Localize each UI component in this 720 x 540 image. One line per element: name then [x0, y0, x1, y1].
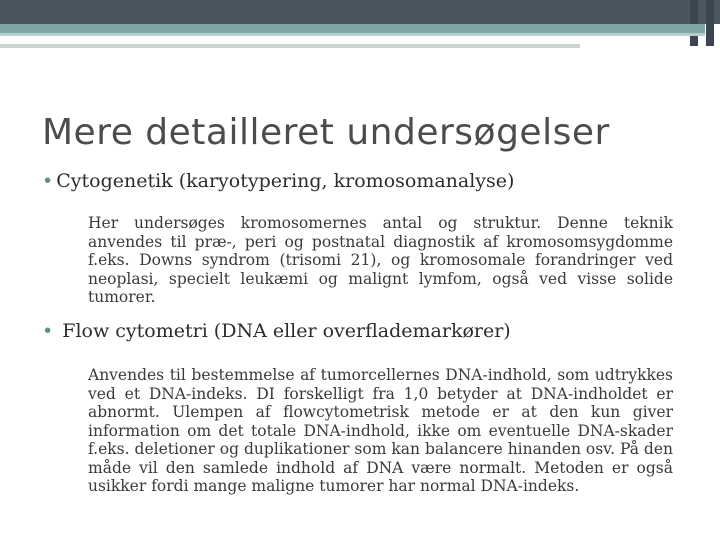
bullet-label: Flow cytometri (DNA eller overflademarkører)	[62, 320, 511, 342]
header-accent-square	[690, 0, 698, 46]
bullet-dot-icon: •	[42, 170, 54, 192]
bullet-cytogenetik	[42, 170, 514, 192]
header-accent-bar	[0, 24, 705, 33]
bullet-label: Cytogenetik (karyotypering, kromosomanalyse)	[56, 170, 515, 192]
header-accent-line	[0, 33, 705, 36]
bullet-flow-cytometri	[42, 320, 511, 342]
header-accent-square	[706, 0, 714, 46]
paragraph-cytogenetik: Her undersøges kromosomernes antal og struktur. Denne teknik anvendes til præ-, peri og postnatal diagnostik af kromosomsygdomme f.eks. Downs syndrom (trisomi 21), og kromosomale forandringer ved neoplasi, specielt leukæmi og malignt lymfom, også ved visse solide tumorer.	[88, 214, 673, 306]
header-band	[0, 0, 720, 24]
paragraph-flow-cytometri: Anvendes til bestemmelse af tumorcellernes DNA-indhold, som udtrykkes ved et DNA-indeks. DI forskelligt fra 1,0 betyder at DNA-indholdet er abnormt. Ulempen af flowcytometrisk metode er at den kun giver information om det totale DNA-indhold, ikke om eventuelle DNA-skader f.eks. deletioner og duplikationer som kan balancere hinanden osv. På den måde vil den samlede indhold af DNA være normalt. Metoden er også usikker fordi mange maligne tumorer har normal DNA-indeks.	[88, 366, 673, 495]
bullet-dot-icon: •	[42, 320, 54, 342]
slide-title: Mere detailleret undersøgelser	[42, 112, 610, 153]
header-underline	[0, 44, 580, 48]
